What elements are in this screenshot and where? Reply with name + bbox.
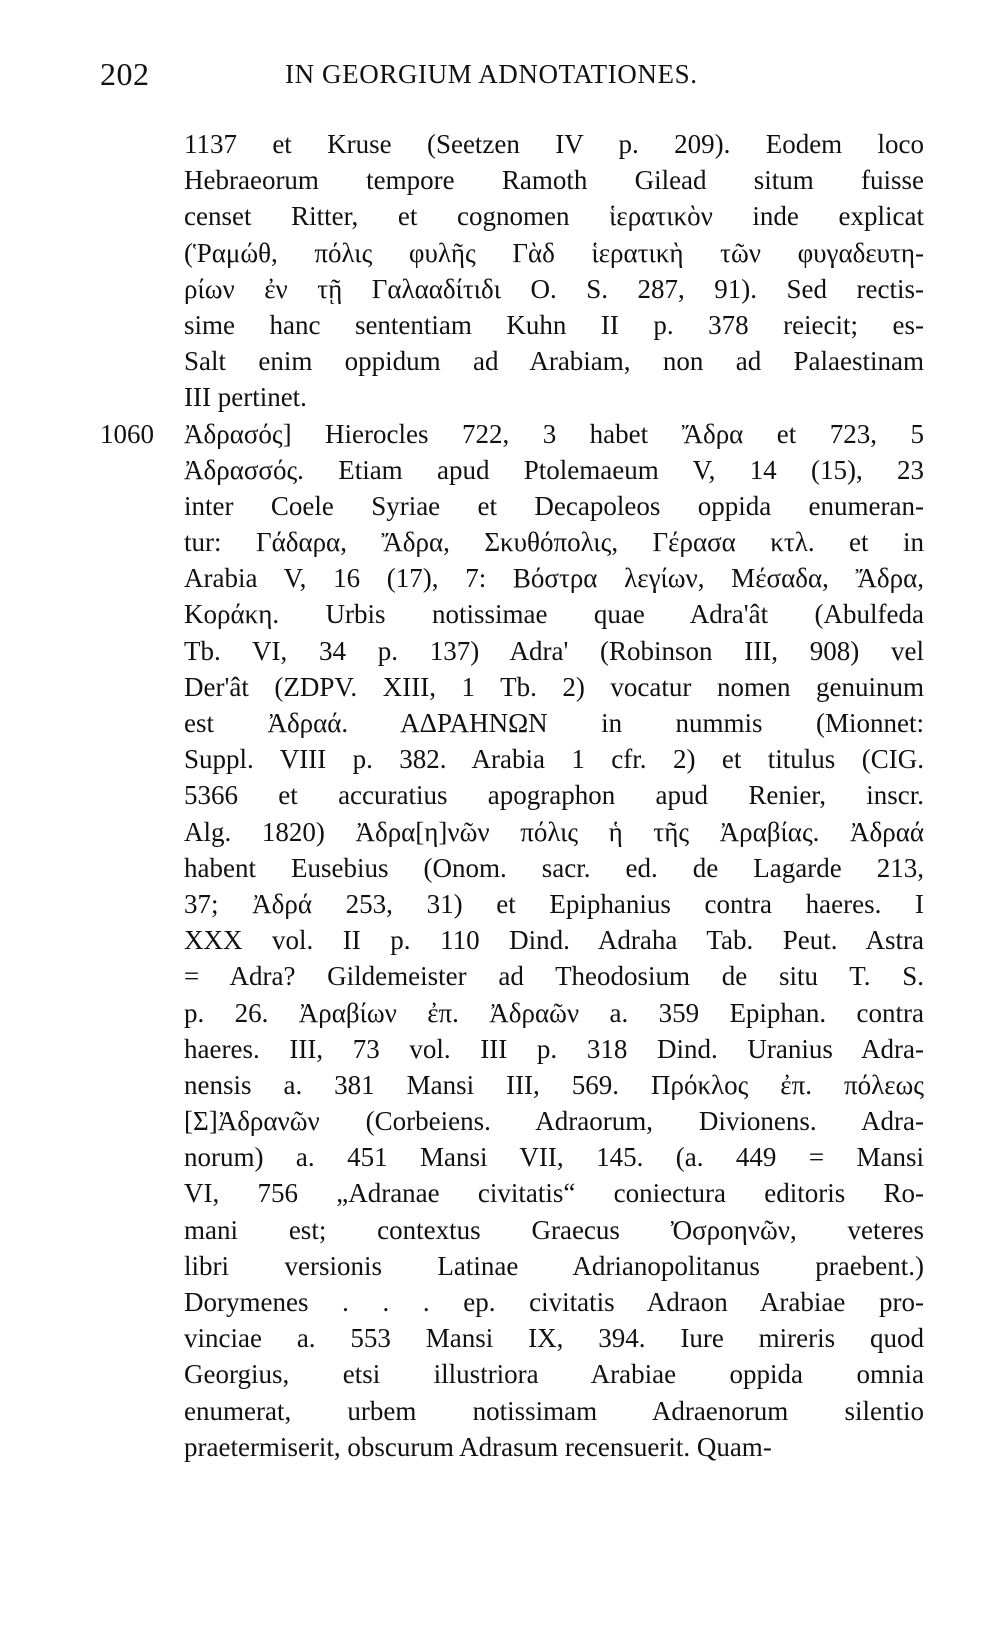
text-line	[0, 741, 1000, 777]
line-text: inter Coele Syriae et Decapoleos oppida enumeran-	[184, 490, 924, 521]
text-line	[0, 162, 1000, 198]
text-line	[0, 379, 1000, 415]
line-text: Georgius, etsi illustriora Arabiae oppida omnia	[184, 1359, 924, 1390]
text-line	[0, 633, 1000, 669]
line-text: = Adra? Gildemeister ad Theodosium de situ T. S.	[184, 961, 924, 992]
text-line	[0, 1284, 1000, 1320]
line-text: Der'ât (ZDPV. XIII, 1 Tb. 2) vocatur nomen genuinum	[184, 671, 924, 702]
line-text: haeres. III, 73 vol. III p. 318 Dind. Uranius Adra-	[184, 1033, 924, 1064]
line-text: Ἀδρασσός. Etiam apud Ptolemaeum V, 14 (15), 23	[184, 454, 924, 485]
text-line	[0, 1031, 1000, 1067]
line-text: mani est; contextus Graecus Ὀσροηνῶν, veteres	[184, 1214, 924, 1245]
line-text: Salt enim oppidum ad Arabiam, non ad Palaestinam	[184, 346, 924, 377]
line-text: praetermiserit, obscurum Adrasum recensuerit. Quam-	[184, 1431, 772, 1462]
line-text: vinciae a. 553 Mansi IX, 394. Iure mireris quod	[184, 1323, 924, 1354]
line-text: censet Ritter, et cognomen ἱερατικὸν inde explicat	[184, 201, 924, 232]
text-line	[0, 886, 1000, 922]
line-text: Suppl. VIII p. 382. Arabia 1 cfr. 2) et titulus (CIG.	[184, 744, 924, 775]
text-line	[0, 922, 1000, 958]
text-line	[0, 416, 1000, 452]
page-number: 202	[100, 56, 150, 92]
line-text: libri versionis Latinae Adrianopolitanus praebent.)	[184, 1250, 924, 1281]
line-text: 5366 et accuratius apographon apud Renier, inscr.	[184, 780, 924, 811]
line-text: VI, 756 „Adranae civitatis“ coniectura editoris Ro-	[184, 1178, 924, 1209]
text-line	[0, 524, 1000, 560]
line-text: Alg. 1820) Ἀδρα[η]νῶν πόλις ἡ τῆς Ἀραβίας. Ἀδραά	[184, 816, 924, 847]
text-line	[0, 126, 1000, 162]
text-line	[0, 235, 1000, 271]
line-text: ρίων ἐν τῇ Γαλααδίτιδι O. S. 287, 91). Sed rectis-	[184, 273, 924, 304]
text-line	[0, 452, 1000, 488]
line-text: III pertinet.	[184, 382, 307, 413]
line-text: Ἀδρασός] Hierocles 722, 3 habet Ἄδρα et 723, 5	[184, 418, 924, 449]
text-line	[0, 307, 1000, 343]
text-line	[0, 488, 1000, 524]
text-line	[0, 669, 1000, 705]
text-line	[0, 1393, 1000, 1429]
text-line	[0, 271, 1000, 307]
line-text: Tb. VI, 34 p. 137) Adra' (Robinson III, 908) vel	[184, 635, 924, 666]
page-header	[100, 56, 900, 96]
line-text: est Ἀδραά. ΑΔΡΑΗΝΩΝ in nummis (Mionnet:	[184, 708, 924, 738]
line-text: 37; Ἀδρά 253, 31) et Epiphanius contra haeres. I	[184, 888, 924, 919]
text-line	[0, 560, 1000, 596]
line-text: XXX vol. II p. 110 Dind. Adraha Tab. Peut. Astra	[184, 925, 924, 956]
text-line	[0, 1429, 1000, 1465]
running-title: IN GEORGIUM ADNOTATIONES.	[285, 59, 698, 89]
text-line	[0, 1175, 1000, 1211]
text-line	[0, 1103, 1000, 1139]
line-text: [Σ]Ἀδρανῶν (Corbeiens. Adraorum, Divionens. Adra-	[184, 1106, 924, 1137]
body-text	[0, 126, 1000, 1465]
line-text: habent Eusebius (Onom. sacr. ed. de Lagarde 213,	[184, 852, 924, 883]
line-text: 1137 et Kruse (Seetzen IV p. 209). Eodem loco	[184, 129, 924, 159]
line-text: Κοράκη. Urbis notissimae quae Adra'ât (Abulfeda	[184, 599, 924, 630]
line-text: tur: Γάδαρα, Ἄδρα, Σκυθόπολις, Γέρασα κτλ. et in	[184, 527, 924, 558]
text-line	[0, 958, 1000, 994]
text-line	[0, 1067, 1000, 1103]
line-text: p. 26. Ἀραβίων ἐπ. Ἀδραῶν a. 359 Epiphan. contra	[184, 997, 924, 1028]
text-line	[0, 1212, 1000, 1248]
text-line	[0, 343, 1000, 379]
line-text: enumerat, urbem notissimam Adraenorum silentio	[184, 1395, 924, 1426]
text-line	[0, 705, 1000, 741]
line-text: norum) a. 451 Mansi VII, 145. (a. 449 = Mansi	[184, 1142, 924, 1173]
line-text: nensis a. 381 Mansi III, 569. Πρόκλος ἐπ. πόλεως	[184, 1069, 924, 1100]
line-text: Arabia V, 16 (17), 7: Βόστρα λεγίων, Μέσαδα, Ἄδρα,	[184, 563, 924, 594]
text-line	[0, 1320, 1000, 1356]
text-line	[0, 198, 1000, 234]
line-text: (Ῥαμώθ, πόλις φυλῆς Γὰδ ἱερατικὴ τῶν φυγαδευτη-	[184, 237, 924, 268]
text-line	[0, 995, 1000, 1031]
line-text: Hebraeorum tempore Ramoth Gilead situm fuisse	[184, 165, 924, 196]
text-line	[0, 1248, 1000, 1284]
text-line	[0, 1356, 1000, 1392]
line-text: Dorymenes . . . ep. civitatis Adraon Arabiae pro-	[184, 1287, 924, 1317]
text-line	[0, 1139, 1000, 1175]
text-line	[0, 850, 1000, 886]
text-line	[0, 596, 1000, 632]
line-text: sime hanc sententiam Kuhn II p. 378 reiecit; es-	[184, 309, 924, 340]
text-line	[0, 777, 1000, 813]
text-line	[0, 814, 1000, 850]
verse-number: 1060	[100, 418, 154, 449]
